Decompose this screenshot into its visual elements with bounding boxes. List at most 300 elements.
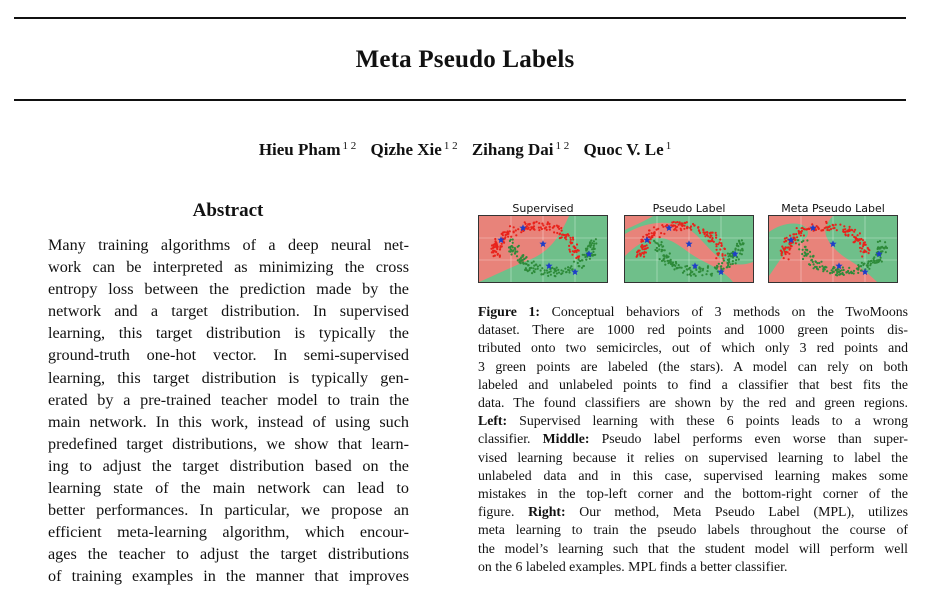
- green-data-point: [534, 268, 536, 270]
- green-data-point: [870, 260, 872, 262]
- red-data-point: [719, 238, 721, 240]
- red-data-point: [702, 231, 704, 233]
- red-data-point: [647, 247, 649, 249]
- red-data-point: [845, 234, 847, 236]
- green-data-point: [741, 253, 743, 255]
- green-data-point: [816, 268, 818, 270]
- green-data-point: [738, 240, 740, 242]
- red-data-point: [637, 250, 639, 252]
- green-data-point: [814, 260, 816, 262]
- green-data-point: [567, 266, 569, 268]
- green-data-point: [540, 273, 542, 275]
- green-data-point: [846, 271, 848, 273]
- green-data-point: [690, 269, 692, 271]
- abstract-line: ground-truth one-hot vector. In semi-supervised: [48, 346, 409, 365]
- red-data-point: [559, 233, 561, 235]
- red-data-point: [577, 256, 579, 258]
- red-data-point: [865, 251, 867, 253]
- abstract-line: main network. In this work, instead of using such: [48, 412, 409, 431]
- green-data-point: [519, 258, 521, 260]
- red-data-point: [863, 251, 865, 253]
- red-data-point: [788, 246, 790, 248]
- red-data-point: [796, 236, 798, 238]
- red-data-point: [686, 227, 688, 229]
- green-data-point: [730, 263, 732, 265]
- red-data-point: [862, 245, 864, 247]
- red-data-point: [560, 227, 562, 229]
- red-data-point: [565, 236, 567, 238]
- red-data-point: [572, 238, 574, 240]
- red-data-point: [561, 230, 563, 232]
- red-data-point: [530, 226, 532, 228]
- red-data-point: [569, 237, 571, 239]
- red-data-point: [715, 245, 717, 247]
- twomoons-plot-supervised: [478, 215, 608, 283]
- red-data-point: [642, 236, 644, 238]
- red-data-point: [803, 228, 805, 230]
- green-data-point: [509, 240, 511, 242]
- green-data-point: [586, 247, 588, 249]
- green-data-point: [848, 267, 850, 269]
- green-data-point: [528, 264, 530, 266]
- caption-left-label: Left:: [478, 413, 508, 429]
- red-data-point: [711, 237, 713, 239]
- green-data-point: [684, 265, 686, 267]
- red-data-point: [675, 229, 677, 231]
- red-data-point: [711, 240, 713, 242]
- green-data-point: [718, 263, 720, 265]
- top-rule: [14, 17, 906, 19]
- red-data-point: [651, 232, 653, 234]
- red-data-point: [830, 228, 832, 230]
- green-data-point: [732, 260, 734, 262]
- green-data-point: [726, 262, 728, 264]
- red-data-point: [715, 234, 717, 236]
- green-data-point: [702, 269, 704, 271]
- red-data-point: [680, 229, 682, 231]
- red-data-point: [571, 254, 573, 256]
- green-data-point: [843, 274, 845, 276]
- green-data-point: [522, 261, 524, 263]
- author-name: Zihang Dai: [471, 140, 554, 159]
- green-data-point: [550, 274, 552, 276]
- green-data-point: [533, 260, 535, 262]
- red-data-point: [538, 222, 540, 224]
- green-data-point: [532, 267, 534, 269]
- green-data-point: [806, 239, 808, 241]
- red-data-point: [707, 240, 709, 242]
- green-data-point: [547, 275, 549, 277]
- red-data-point: [540, 226, 542, 228]
- red-data-point: [505, 234, 507, 236]
- red-data-point: [709, 232, 711, 234]
- green-data-point: [581, 267, 583, 269]
- red-data-point: [491, 251, 493, 253]
- red-data-point: [662, 226, 664, 228]
- red-data-point: [859, 232, 861, 234]
- green-data-point: [741, 239, 743, 241]
- green-data-point: [804, 251, 806, 253]
- red-data-point: [832, 224, 834, 226]
- green-data-point: [873, 256, 875, 258]
- caption-line: [478, 503, 908, 521]
- red-data-point: [528, 224, 530, 226]
- green-data-point: [553, 272, 555, 274]
- green-data-point: [858, 265, 860, 267]
- red-data-point: [570, 239, 572, 241]
- red-data-point: [549, 226, 551, 228]
- red-data-point: [525, 223, 527, 225]
- green-data-point: [535, 264, 537, 266]
- green-data-point: [735, 259, 737, 261]
- green-data-point: [829, 272, 831, 274]
- red-data-point: [716, 249, 718, 251]
- red-data-point: [556, 225, 558, 227]
- green-data-point: [657, 242, 659, 244]
- green-data-point: [690, 275, 692, 277]
- red-data-point: [495, 243, 497, 245]
- red-data-point: [798, 230, 800, 232]
- red-data-point: [857, 234, 859, 236]
- green-data-point: [528, 269, 530, 271]
- green-data-point: [805, 246, 807, 248]
- red-data-point: [556, 232, 558, 234]
- red-data-point: [515, 229, 517, 231]
- red-data-point: [824, 227, 826, 229]
- green-data-point: [809, 255, 811, 257]
- green-data-point: [822, 270, 824, 272]
- red-data-point: [497, 253, 499, 255]
- green-data-point: [885, 246, 887, 248]
- red-data-point: [504, 231, 506, 233]
- red-data-point: [867, 248, 869, 250]
- red-data-point: [800, 232, 802, 234]
- green-data-point: [661, 249, 663, 251]
- red-data-point: [781, 253, 783, 255]
- green-data-point: [675, 261, 677, 263]
- figure-panel-supervised: [478, 202, 608, 283]
- green-data-point: [524, 257, 526, 259]
- panel-title: Pseudo Label: [652, 202, 726, 215]
- red-data-point: [510, 236, 512, 238]
- green-data-point: [879, 259, 881, 261]
- red-data-point: [796, 227, 798, 229]
- green-data-point: [723, 268, 725, 270]
- red-data-point: [842, 230, 844, 232]
- green-data-point: [524, 269, 526, 271]
- red-data-point: [549, 229, 551, 231]
- red-data-point: [717, 252, 719, 254]
- red-data-point: [826, 222, 828, 224]
- green-data-point: [594, 254, 596, 256]
- red-data-point: [847, 235, 849, 237]
- green-data-point: [516, 255, 518, 257]
- red-data-point: [504, 238, 506, 240]
- green-data-point: [558, 272, 560, 274]
- green-data-point: [841, 269, 843, 271]
- green-data-point: [556, 267, 558, 269]
- green-data-point: [853, 270, 855, 272]
- red-data-point: [643, 256, 645, 258]
- abstract-line: learning, this target distribution is typically the: [48, 324, 409, 343]
- abstract-line: learning, this target distribution is typically gen-: [48, 368, 409, 387]
- caption-line: labeled and unlabeled points to find a classifier that best fits the: [478, 376, 908, 392]
- author-name: Qizhe Xie: [370, 140, 442, 159]
- green-data-point: [595, 238, 597, 240]
- green-data-point: [735, 262, 737, 264]
- green-data-point: [590, 240, 592, 242]
- green-data-point: [732, 251, 734, 253]
- green-data-point: [510, 249, 512, 251]
- green-data-point: [797, 239, 799, 241]
- green-data-point: [843, 269, 845, 271]
- red-data-point: [868, 252, 870, 254]
- red-data-point: [715, 237, 717, 239]
- green-data-point: [861, 262, 863, 264]
- red-data-point: [699, 232, 701, 234]
- green-data-point: [531, 262, 533, 264]
- red-data-point: [697, 227, 699, 229]
- green-data-point: [880, 247, 882, 249]
- green-data-point: [658, 248, 660, 250]
- red-data-point: [675, 221, 677, 223]
- green-data-point: [695, 269, 697, 271]
- red-data-point: [788, 258, 790, 260]
- green-data-point: [517, 246, 519, 248]
- author: [472, 140, 569, 159]
- author: [584, 140, 672, 159]
- red-data-point: [854, 229, 856, 231]
- red-data-point: [499, 246, 501, 248]
- green-data-point: [659, 258, 661, 260]
- green-data-point: [544, 269, 546, 271]
- red-data-point: [798, 232, 800, 234]
- red-data-point: [546, 229, 548, 231]
- red-data-point: [558, 228, 560, 230]
- red-data-point: [800, 234, 802, 236]
- abstract-line: work can be interpreted as minimizing the cross: [48, 258, 409, 277]
- green-data-point: [866, 264, 868, 266]
- green-data-point: [838, 271, 840, 273]
- red-data-point: [671, 221, 673, 223]
- green-data-point: [539, 264, 541, 266]
- red-data-point: [499, 256, 501, 258]
- caption-line: vised learning because it relies on supervised learning to label the: [478, 449, 908, 465]
- red-data-point: [538, 229, 540, 231]
- red-data-point: [853, 231, 855, 233]
- abstract-line: of training examples in the manner that improves: [48, 567, 409, 586]
- author: [259, 140, 356, 159]
- red-data-point: [533, 225, 535, 227]
- red-data-point: [854, 240, 856, 242]
- caption-line: [478, 430, 908, 448]
- green-data-point: [842, 266, 844, 268]
- abstract-line: Many training algorithms of a deep neural net-: [48, 236, 409, 254]
- abstract-heading: Abstract: [192, 200, 264, 221]
- green-data-point: [721, 262, 723, 264]
- green-data-point: [583, 265, 585, 267]
- author-affiliation: 1 2: [555, 140, 570, 152]
- red-data-point: [787, 251, 789, 253]
- green-data-point: [662, 259, 664, 261]
- red-data-point: [785, 240, 787, 242]
- green-data-point: [554, 269, 556, 271]
- red-data-point: [860, 250, 862, 252]
- red-data-point: [808, 228, 810, 230]
- green-data-point: [811, 259, 813, 261]
- caption-line: unlabeled data and in this case, supervised learning makes some: [478, 467, 908, 483]
- green-data-point: [512, 242, 514, 244]
- green-data-point: [514, 253, 516, 255]
- author-affiliation: 1 2: [342, 140, 357, 152]
- red-data-point: [570, 242, 572, 244]
- red-data-point: [679, 221, 681, 223]
- green-data-point: [833, 267, 835, 269]
- red-data-point: [639, 252, 641, 254]
- red-data-point: [562, 234, 564, 236]
- green-data-point: [557, 269, 559, 271]
- green-data-point: [728, 258, 730, 260]
- green-data-point: [877, 261, 879, 263]
- abstract-line: ages the teacher to adjust the target distributions: [48, 545, 409, 564]
- red-data-point: [780, 250, 782, 252]
- red-data-point: [567, 233, 569, 235]
- green-data-point: [527, 260, 529, 262]
- red-data-point: [541, 223, 543, 225]
- caption-line: [478, 303, 908, 321]
- red-data-point: [707, 235, 709, 237]
- green-data-point: [873, 259, 875, 261]
- red-data-point: [806, 228, 808, 230]
- caption-line: mistakes in the top-left corner and the bottom-right corner of the: [478, 486, 908, 502]
- red-data-point: [673, 229, 675, 231]
- red-data-point: [690, 229, 692, 231]
- green-data-point: [679, 266, 681, 268]
- caption-middle-label: Middle:: [542, 431, 590, 447]
- red-data-point: [861, 255, 863, 257]
- green-data-point: [546, 269, 548, 271]
- red-data-point: [693, 225, 695, 227]
- red-data-point: [865, 244, 867, 246]
- red-data-point: [836, 229, 838, 231]
- green-data-point: [569, 267, 571, 269]
- red-data-point: [803, 234, 805, 236]
- green-data-point: [508, 246, 510, 248]
- red-data-point: [529, 229, 531, 231]
- red-data-point: [538, 227, 540, 229]
- red-data-point: [722, 258, 724, 260]
- green-data-point: [593, 245, 595, 247]
- red-data-point: [724, 254, 726, 256]
- red-data-point: [789, 235, 791, 237]
- green-data-point: [812, 255, 814, 257]
- red-data-point: [844, 228, 846, 230]
- red-data-point: [859, 247, 861, 249]
- green-data-point: [729, 266, 731, 268]
- green-data-point: [741, 248, 743, 250]
- green-data-point: [711, 275, 713, 277]
- caption-line: the model’s learning such that the student model will perform well: [478, 540, 908, 556]
- green-data-point: [656, 247, 658, 249]
- green-data-point: [809, 251, 811, 253]
- green-data-point: [587, 245, 589, 247]
- green-data-point: [880, 250, 882, 252]
- green-data-point: [520, 256, 522, 258]
- red-data-point: [673, 224, 675, 226]
- green-data-point: [589, 241, 591, 243]
- red-data-point: [702, 229, 704, 231]
- green-data-point: [519, 260, 521, 262]
- red-data-point: [670, 224, 672, 226]
- red-data-point: [533, 222, 535, 224]
- green-data-point: [665, 254, 667, 256]
- red-data-point: [827, 226, 829, 228]
- green-data-point: [560, 269, 562, 271]
- red-data-point: [653, 226, 655, 228]
- red-data-point: [646, 234, 648, 236]
- red-data-point: [648, 236, 650, 238]
- red-data-point: [578, 250, 580, 252]
- green-data-point: [566, 271, 568, 273]
- green-data-point: [737, 245, 739, 247]
- red-data-point: [861, 247, 863, 249]
- red-data-point: [835, 224, 837, 226]
- red-data-point: [720, 242, 722, 244]
- green-data-point: [691, 271, 693, 273]
- green-data-point: [879, 240, 881, 242]
- green-data-point: [550, 270, 552, 272]
- green-data-point: [583, 254, 585, 256]
- green-data-point: [707, 265, 709, 267]
- red-data-point: [568, 245, 570, 247]
- green-data-point: [820, 261, 822, 263]
- red-data-point: [712, 232, 714, 234]
- green-data-point: [729, 254, 731, 256]
- red-data-point: [792, 233, 794, 235]
- green-data-point: [567, 269, 569, 271]
- red-data-point: [863, 243, 865, 245]
- red-data-point: [786, 237, 788, 239]
- green-data-point: [516, 251, 518, 253]
- red-data-point: [636, 255, 638, 257]
- green-data-point: [698, 267, 700, 269]
- green-data-point: [670, 263, 672, 265]
- green-data-point: [872, 261, 874, 263]
- author-affiliation: 1: [665, 140, 672, 152]
- red-data-point: [849, 226, 851, 228]
- title-bottom-rule: [14, 99, 906, 101]
- red-data-point: [572, 237, 574, 239]
- green-data-point: [701, 274, 703, 276]
- red-data-point: [648, 229, 650, 231]
- caption-text: Our method, Meta Pseudo Label (MPL), utilizes: [565, 504, 909, 520]
- green-data-point: [589, 258, 591, 260]
- green-data-point: [568, 271, 570, 273]
- red-data-point: [715, 243, 717, 245]
- green-data-point: [705, 273, 707, 275]
- green-data-point: [654, 241, 656, 243]
- red-data-point: [509, 225, 511, 227]
- green-data-point: [802, 249, 804, 251]
- green-data-point: [537, 268, 539, 270]
- green-data-point: [689, 267, 691, 269]
- red-data-point: [663, 233, 665, 235]
- red-data-point: [715, 257, 717, 259]
- green-data-point: [687, 274, 689, 276]
- red-data-point: [719, 248, 721, 250]
- red-data-point: [548, 223, 550, 225]
- green-data-point: [656, 250, 658, 252]
